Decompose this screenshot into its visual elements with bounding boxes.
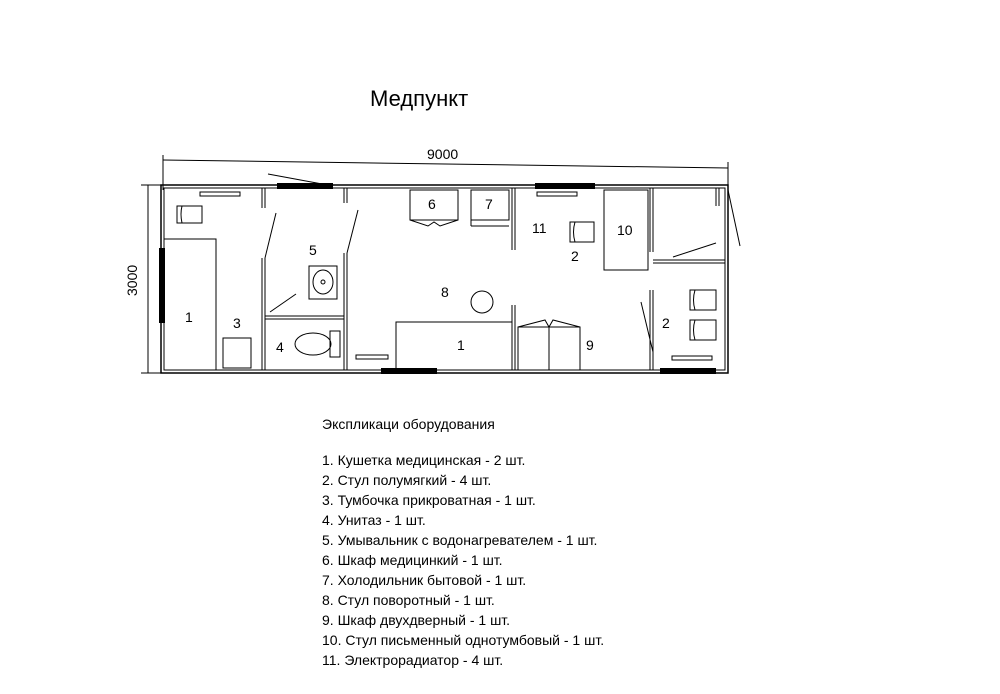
legend-list [322, 450, 604, 670]
plan-label-toilet: 4 [276, 339, 284, 355]
exterior-door-bottom [381, 368, 437, 374]
inner-wall-line [164, 188, 725, 370]
legend-item: 7. Холодильник бытовой - 1 шт. [322, 572, 527, 588]
wardrobe [518, 320, 580, 370]
exterior-door-bottom-right [660, 368, 716, 374]
exterior-window-top [535, 183, 595, 189]
legend-item: 6. Шкаф медицинкий - 1 шт. [322, 552, 503, 568]
outer-wall [161, 185, 728, 373]
legend-item: 1. Кушетка медицинская - 2 шт. [322, 452, 526, 468]
nightstand [223, 338, 251, 368]
plan-label-chair-center: 2 [571, 248, 579, 264]
legend-item: 10. Стул письменный однотумбовый - 1 шт. [322, 632, 605, 648]
width-dimension-label: 9000 [427, 146, 459, 162]
partitions [262, 188, 725, 370]
exterior-door-top [277, 183, 333, 189]
plan-label-wardrobe: 9 [586, 337, 594, 353]
exterior-door-left [159, 248, 165, 323]
plan-label-couch-left: 1 [185, 309, 193, 325]
chairs-right [690, 290, 716, 340]
plan-label-cabinet-medical: 6 [428, 196, 436, 212]
door-swing-3 [270, 294, 296, 312]
plan-label-desk: 10 [617, 222, 633, 238]
legend-item: 11. Электрорадиатор - 4 шт. [322, 652, 504, 668]
door-swing-1 [265, 213, 276, 258]
chair-top-left [177, 206, 202, 223]
page-title: Медпункт [370, 86, 469, 111]
legend-item: 5. Умывальник с водонагревателем - 1 шт. [322, 532, 598, 548]
chair-center [570, 222, 594, 242]
radiators [200, 192, 712, 360]
plan-label-couch-center: 1 [457, 337, 465, 353]
legend-item: 4. Унитаз - 1 шт. [322, 512, 426, 528]
plan-label-radiator: 11 [532, 220, 547, 236]
toilet [295, 331, 340, 357]
door-swing-5 [673, 243, 716, 257]
plan-label-washbasin: 5 [309, 242, 317, 258]
height-dimension-label: 3000 [124, 264, 140, 296]
plan-label-fridge: 7 [485, 196, 493, 212]
legend-item: 2. Стул полумягкий - 4 шт. [322, 472, 492, 488]
swivel-chair [471, 291, 493, 313]
washbasin [309, 266, 337, 299]
legend-item: 9. Шкаф двухдверный - 1 шт. [322, 612, 511, 628]
plan-label-nightstand: 3 [233, 315, 241, 331]
couch-left [164, 239, 216, 370]
couch-center [396, 322, 512, 370]
door-swing-2 [347, 210, 358, 253]
legend-item: 3. Тумбочка прикроватная - 1 шт. [322, 492, 536, 508]
legend-title: Экспликаци оборудования [322, 416, 495, 432]
plan-label-swivel-chair: 8 [441, 284, 449, 300]
door-swing-4 [641, 302, 653, 352]
legend-item: 8. Стул поворотный - 1 шт. [322, 592, 495, 608]
door-swing-right [728, 190, 740, 246]
plan-label-chairs-right: 2 [662, 315, 670, 331]
